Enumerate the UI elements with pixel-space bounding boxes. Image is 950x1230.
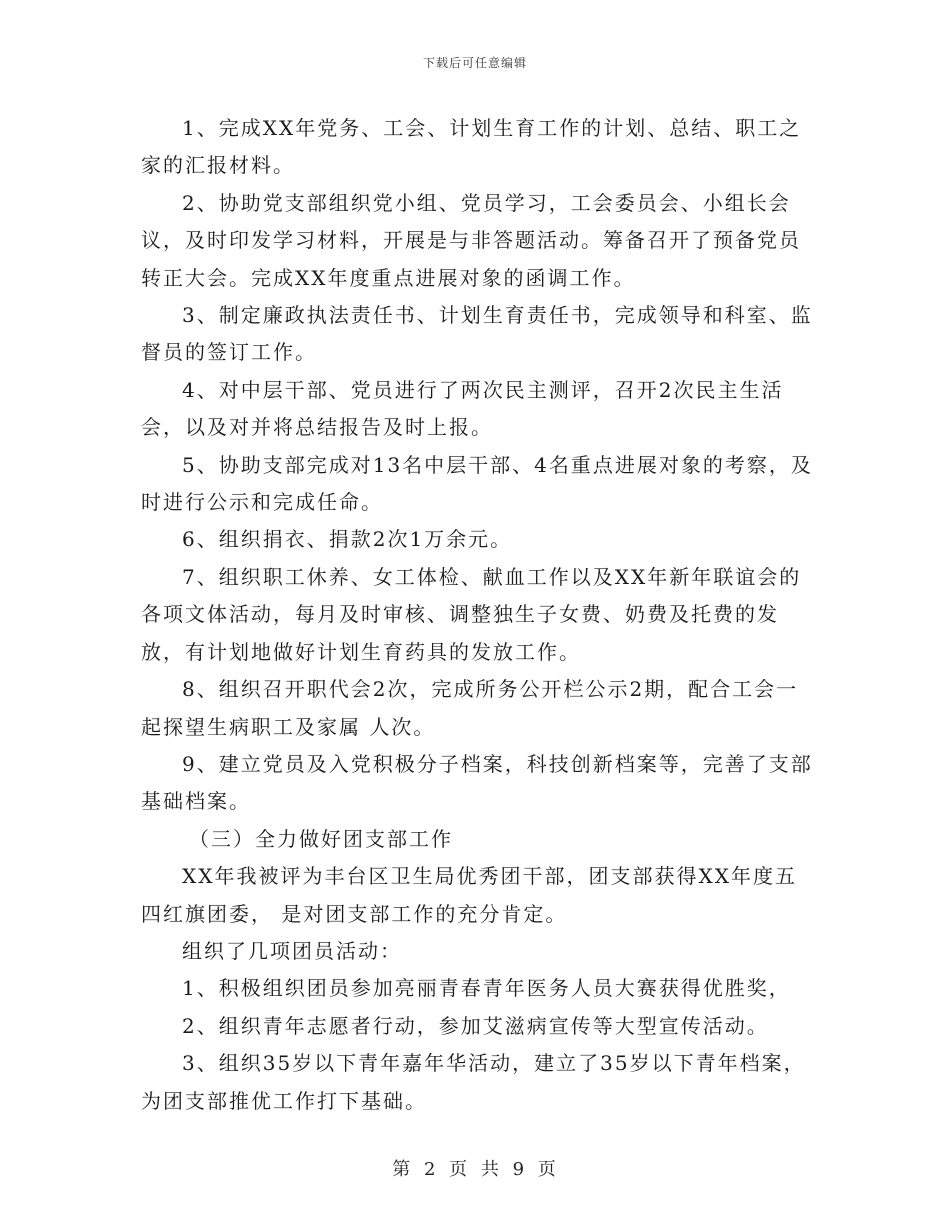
paragraph-activity-3: 3、组织35岁以下青年嘉年华活动，建立了35岁以下青年档案，为团支部推优工作打下基础。 (141, 1051, 806, 1113)
document-body (141, 110, 817, 1120)
page-number-footer: 第 2 页 共 9 页 (392, 1159, 558, 1180)
paragraph-activity-1: 1、积极组织团员参加亮丽青春青年医务人员大赛获得优胜奖， (182, 976, 791, 1001)
paragraph-item-7: 7、组织职工休养、女工体检、献血工作以及XX年新年联谊会的各项文体活动，每月及时审核、调整独生子女费、奶费及托费的发放，有计划地做好计划生育药具的发放工作。 (141, 564, 802, 664)
paragraph-item-2: 2、协助党支部组织党小组、党员学习，工会委员会、小组长会议，及时印发学习材料，开展是与非答题活动。筹备召开了预备党员转正大会。完成XX年度重点进展对象的函调工作。 (141, 190, 801, 290)
section-heading: （三）全力做好团支部工作 (189, 826, 453, 851)
paragraph-item-4: 4、对中层干部、党员进行了两次民主测评，召开2次民主生活会，以及对并将总结报告及时上报。 (141, 377, 784, 440)
paragraph-item-6: 6、组织捐衣、捐款2次1万余元。 (182, 527, 513, 552)
paragraph-item-5: 5、协助支部完成对13名中层干部、4名重点进展对象的考察，及时进行公示和完成任命。 (141, 452, 813, 515)
paragraph-award: XX年我被评为丰台区卫生局优秀团干部，团支部获得XX年度五四红旗团委， 是对团支部工作的充分肯定。 (141, 864, 797, 926)
paragraph-activities-intro: 组织了几项团员活动： (182, 938, 402, 963)
paragraph-item-1: 1、完成XX年党务、工会、计划生育工作的计划、总结、职工之家的汇报材料。 (141, 116, 802, 178)
page-header: 下载后可任意编辑 (422, 56, 527, 70)
paragraph-item-8: 8、组织召开职代会2次，完成所务公开栏公示2期，配合工会一起探望生病职工及家属 人次。 (141, 677, 799, 739)
paragraph-activity-2: 2、组织青年志愿者行动，参加艾滋病宣传等大型宣传活动。 (182, 1013, 769, 1038)
paragraph-item-9: 9、建立党员及入党积极分子档案，科技创新档案等，完善了支部基础档案。 (141, 751, 813, 814)
paragraph-item-3: 3、制定廉政执法责任书、计划生育责任书，完成领导和科室、监督员的签订工作。 (141, 303, 813, 365)
